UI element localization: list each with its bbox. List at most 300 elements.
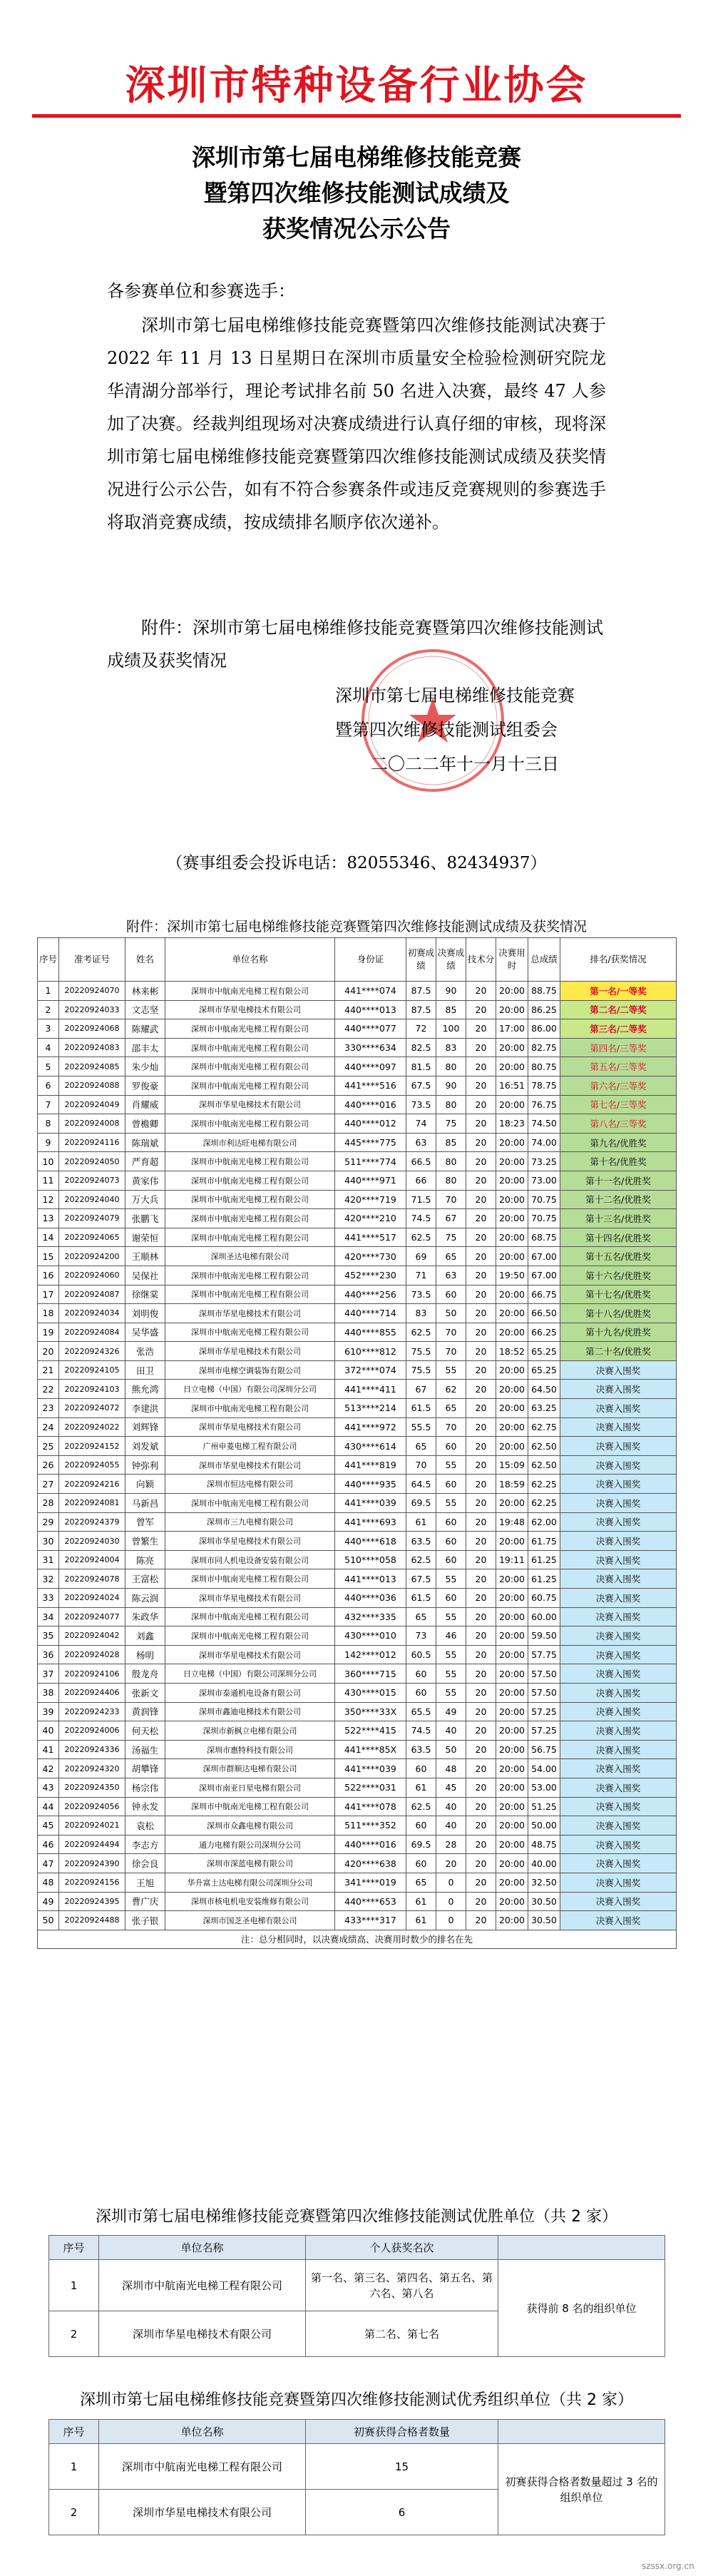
cell-exam-id: 20220924049	[59, 1095, 125, 1114]
cell-prize: 第二名/二等奖	[560, 1000, 677, 1019]
cell: 15	[306, 2444, 498, 2490]
cell-prelim-score: 61	[406, 1512, 436, 1532]
cell-tech-score: 20	[466, 1076, 496, 1095]
cell-prize: 决赛入围奖	[560, 1589, 677, 1608]
cell-prelim-score: 74.5	[406, 1209, 436, 1228]
col-header: 序号	[38, 938, 59, 982]
cell-exam-id: 20220924040	[59, 1190, 125, 1209]
cell-final-time: 20:00	[496, 1057, 528, 1076]
cell-final-time: 20:00	[496, 1532, 528, 1551]
cell-final-time: 20:00	[496, 1797, 528, 1816]
cell-name: 王富松	[125, 1569, 165, 1589]
cell-tech-score: 20	[466, 1702, 496, 1721]
cell-total-score: 70.75	[528, 1190, 560, 1209]
cell-prize: 决赛入围奖	[560, 1475, 677, 1494]
cell-prelim-score: 75.5	[406, 1360, 436, 1380]
cell-prize: 决赛入围奖	[560, 1494, 677, 1513]
cell-total-score: 74.00	[528, 1133, 560, 1152]
cell-prelim-score: 66.5	[406, 1152, 436, 1171]
cell-name: 向颖	[125, 1475, 165, 1494]
col-header: 序号	[49, 2236, 99, 2260]
table-row	[38, 1076, 677, 1095]
cell-name: 杨宗伟	[125, 1778, 165, 1797]
cell-prelim-score: 69.5	[406, 1835, 436, 1854]
cell-id-card: 360****715	[335, 1664, 406, 1684]
col-header: 决赛用时	[496, 938, 528, 982]
cell-unit: 深圳市核电机电安装维修有限公司	[165, 1892, 335, 1911]
cell-seq: 15	[38, 1247, 59, 1266]
cell-seq: 39	[38, 1702, 59, 1721]
table-row	[38, 1626, 677, 1646]
cell-tech-score: 20	[466, 1721, 496, 1741]
cell-prize: 决赛入围奖	[560, 1721, 677, 1741]
cell-tech-score: 20	[466, 1683, 496, 1702]
cell-prize: 第十六名/优胜奖	[560, 1266, 677, 1285]
cell-id-card: 441****039	[335, 1759, 406, 1778]
cell-final-score: 62	[436, 1380, 466, 1399]
cell-prize: 第十名/优胜奖	[560, 1152, 677, 1171]
cell-exam-id: 20220924042	[59, 1626, 125, 1646]
cell-id-card: 513****214	[335, 1399, 406, 1418]
cell-unit: 深圳市华星电梯技术有限公司	[165, 1455, 335, 1475]
cell-exam-id: 20220924024	[59, 1589, 125, 1608]
cell-prize: 决赛入围奖	[560, 1437, 677, 1456]
cell-unit: 深圳市中航南光电梯工程有限公司	[165, 1607, 335, 1626]
cell-exam-id: 20220924084	[59, 1323, 125, 1342]
cell-id-card: 350****33X	[335, 1702, 406, 1721]
cell-seq: 11	[38, 1171, 59, 1190]
cell-seq: 24	[38, 1417, 59, 1437]
cell-final-time: 20:00	[496, 1399, 528, 1418]
complaint-hotline: （赛事组委会投诉电话：82055346、82434937）	[166, 854, 547, 872]
cell-seq: 17	[38, 1285, 59, 1304]
cell-unit: 深圳市华星电梯技术有限公司	[165, 1095, 335, 1114]
cell-exam-id: 20220924060	[59, 1266, 125, 1285]
cell-prelim-score: 69.5	[406, 1494, 436, 1513]
cell-exam-id: 20220924056	[59, 1797, 125, 1816]
col-header: 排名/获奖情况	[560, 938, 677, 982]
cell-id-card: 441****078	[335, 1797, 406, 1816]
cell-final-score: 70	[436, 1417, 466, 1437]
cell-prelim-score: 70	[406, 1455, 436, 1475]
table-row	[38, 1437, 677, 1456]
cell-prelim-score: 71	[406, 1266, 436, 1285]
cell-final-time: 16:51	[496, 1076, 528, 1095]
cell-id-card: 441****074	[335, 982, 406, 1001]
cell-exam-id: 20220924077	[59, 1607, 125, 1626]
cell-unit: 深圳市华星电梯技术有限公司	[165, 1304, 335, 1323]
cell-name: 张浩	[125, 1342, 165, 1361]
results-table	[37, 937, 677, 1949]
cell-id-card: 441****517	[335, 1228, 406, 1247]
cell-final-time: 20:00	[496, 1190, 528, 1209]
col-header: 总成绩	[528, 938, 560, 982]
cell-name: 何天松	[125, 1721, 165, 1741]
cell-seq: 10	[38, 1152, 59, 1171]
cell-total-score: 62.50	[528, 1437, 560, 1456]
cell-tech-score: 20	[466, 1816, 496, 1836]
notice-title-line: 深圳市第七届电梯维修技能竞赛	[192, 143, 521, 171]
cell-seq: 21	[38, 1360, 59, 1380]
cell-name: 陈云润	[125, 1589, 165, 1608]
cell-final-time: 20:00	[496, 1892, 528, 1911]
cell-tech-score: 20	[466, 1664, 496, 1684]
cell-prize: 决赛入围奖	[560, 1702, 677, 1721]
cell: 2	[49, 2311, 99, 2357]
cell-prize: 决赛入围奖	[560, 1645, 677, 1664]
cell-exam-id: 20220924078	[59, 1569, 125, 1589]
cell-tech-score: 20	[466, 1607, 496, 1626]
cell-total-score: 57.25	[528, 1721, 560, 1741]
cell-id-card: 142****012	[335, 1645, 406, 1664]
cell-id-card: 420****638	[335, 1854, 406, 1873]
table-row	[38, 1702, 677, 1721]
cell-name: 钟永发	[125, 1797, 165, 1816]
cell-id-card: 440****971	[335, 1171, 406, 1190]
cell-seq: 35	[38, 1626, 59, 1646]
cell-seq: 13	[38, 1209, 59, 1228]
cell-seq: 38	[38, 1683, 59, 1702]
cell-tech-score: 20	[466, 1190, 496, 1209]
cell-tech-score: 20	[466, 1323, 496, 1342]
cell-prelim-score: 63	[406, 1133, 436, 1152]
cell-tech-score: 20	[466, 1778, 496, 1797]
cell-total-score: 68.75	[528, 1228, 560, 1247]
cell-exam-id: 20220924008	[59, 1114, 125, 1134]
cell-unit: 深圳市新枫立电梯有限公司	[165, 1721, 335, 1741]
cell-unit: 深圳市华星电梯技术有限公司	[165, 1589, 335, 1608]
cell-id-card: 511****352	[335, 1816, 406, 1836]
cell-total-score: 73.00	[528, 1171, 560, 1190]
table-row	[38, 1038, 677, 1057]
table-row	[38, 1095, 677, 1114]
cell-final-score: 40	[436, 1816, 466, 1836]
cell-name: 田卫	[125, 1360, 165, 1380]
cell-prize: 决赛入围奖	[560, 1626, 677, 1646]
cell-unit: 深圳市中航南光电梯工程有限公司	[165, 1399, 335, 1418]
cell-total-score: 86.00	[528, 1019, 560, 1039]
cell-tech-score: 20	[466, 1455, 496, 1475]
cell-tech-score: 20	[466, 1057, 496, 1076]
cell-name: 陈瑞斌	[125, 1133, 165, 1152]
cell-prelim-score: 60	[406, 1816, 436, 1836]
cell-name: 袁松	[125, 1816, 165, 1836]
cell-final-score: 55	[436, 1607, 466, 1626]
cell-tech-score: 20	[466, 1417, 496, 1437]
cell-seq: 18	[38, 1304, 59, 1323]
cell-final-score: 55	[436, 1494, 466, 1513]
cell-final-score: 80	[436, 1152, 466, 1171]
cell-prelim-score: 67	[406, 1380, 436, 1399]
cell-exam-id: 20220924320	[59, 1759, 125, 1778]
cell-id-card: 510****058	[335, 1550, 406, 1569]
cell-total-score: 64.50	[528, 1380, 560, 1399]
cell-final-time: 20:00	[496, 1702, 528, 1721]
cell-final-score: 28	[436, 1835, 466, 1854]
cell-id-card: 440****016	[335, 1835, 406, 1854]
cell-seq: 46	[38, 1835, 59, 1854]
cell-unit: 深圳市中航南光电梯工程有限公司	[165, 1266, 335, 1285]
cell-prize: 第十五名/优胜奖	[560, 1247, 677, 1266]
cell-prelim-score: 63.5	[406, 1532, 436, 1551]
cell-prelim-score: 65	[406, 1873, 436, 1892]
cell-seq: 8	[38, 1114, 59, 1134]
notice-body: 深圳市第七届电梯维修技能竞赛暨第四次维修技能测试决赛于 2022 年 11 月 13 日星期日在深圳市质量安全检验检测研究院龙华清湖分部举行，理论考试排名前 50 名进入决赛，最终 47 人参加了决赛。经裁判组现场对决赛成绩进行认真仔细的审核，现将深圳市第七届电梯维修技能竞赛暨第四次维修技能测试成绩及获奖情况进行公示公告，如有不符合参赛条件或违反竞赛规则的参赛选手将取消竞赛成绩，按成绩排名顺序依次递补。	[107, 315, 606, 532]
cell-prize: 决赛入围奖	[560, 1455, 677, 1475]
cell-prize: 第十四名/优胜奖	[560, 1228, 677, 1247]
cell-unit: 广州申菱电梯工程有限公司	[165, 1437, 335, 1456]
table-row	[38, 1323, 677, 1342]
cell-total-score: 82.75	[528, 1038, 560, 1057]
cell-prize: 决赛入围奖	[560, 1740, 677, 1759]
cell-final-score: 46	[436, 1626, 466, 1646]
table-row	[38, 1228, 677, 1247]
criterion-cell: 获得前 8 名的组织单位	[498, 2260, 665, 2357]
cell-total-score: 53.00	[528, 1778, 560, 1797]
cell-id-card: 330****634	[335, 1038, 406, 1057]
cell-prelim-score: 65	[406, 1607, 436, 1626]
cell: 深圳市华星电梯技术有限公司	[99, 2490, 306, 2535]
cell-final-score: 0	[436, 1892, 466, 1911]
cell-final-score: 90	[436, 982, 466, 1001]
table-row	[38, 1494, 677, 1513]
table-row	[38, 1664, 677, 1684]
cell-prize: 第十七名/优胜奖	[560, 1285, 677, 1304]
cell-final-score: 85	[436, 1133, 466, 1152]
cell-prize: 决赛入围奖	[560, 1417, 677, 1437]
cell-prize: 第九名/优胜奖	[560, 1133, 677, 1152]
cell-seq: 27	[38, 1475, 59, 1494]
cell-name: 黄家伟	[125, 1171, 165, 1190]
cell-seq: 25	[38, 1437, 59, 1456]
cell-final-time: 20:00	[496, 1323, 528, 1342]
cell-tech-score: 20	[466, 1759, 496, 1778]
cell-unit: 深圳市中航南光电梯工程有限公司	[165, 1228, 335, 1247]
notice-title	[0, 140, 713, 247]
cell-prize: 决赛入围奖	[560, 1569, 677, 1589]
cell-prize: 决赛入围奖	[560, 1911, 677, 1930]
cell-prize: 第十一名/优胜奖	[560, 1171, 677, 1190]
cell-id-card: 420****730	[335, 1247, 406, 1266]
cell-tech-score: 20	[466, 1247, 496, 1266]
results-caption: 附件：深圳市第七届电梯维修技能竞赛暨第四次维修技能测试成绩及获奖情况	[125, 919, 587, 935]
cell-final-time: 20:00	[496, 1607, 528, 1626]
cell-prelim-score: 61.5	[406, 1399, 436, 1418]
cell-tech-score: 20	[466, 1019, 496, 1039]
cell-unit: 深圳市众鑫电梯有限公司	[165, 1816, 335, 1836]
cell-name: 陈亮	[125, 1550, 165, 1569]
cell-id-card: 430****010	[335, 1626, 406, 1646]
cell-prize: 第一名/一等奖	[560, 982, 677, 1001]
results-body	[38, 982, 677, 1930]
cell-id-card: 440****013	[335, 1000, 406, 1019]
cell-seq: 42	[38, 1759, 59, 1778]
cell-final-time: 20:00	[496, 1304, 528, 1323]
cell-unit: 深圳市华星电梯技术有限公司	[165, 1000, 335, 1019]
cell-prize: 决赛入围奖	[560, 1759, 677, 1778]
cell-exam-id: 20220924116	[59, 1133, 125, 1152]
cell-final-time: 20:00	[496, 982, 528, 1001]
cell-prize: 第七名/三等奖	[560, 1095, 677, 1114]
cell-exam-id: 20220924030	[59, 1532, 125, 1551]
cell-prelim-score: 83	[406, 1304, 436, 1323]
cell-name: 吴保社	[125, 1266, 165, 1285]
cell-tech-score: 20	[466, 1399, 496, 1418]
cell-name: 徐会良	[125, 1854, 165, 1873]
table-row	[38, 1266, 677, 1285]
cell-id-card: 441****85X	[335, 1740, 406, 1759]
cell-total-score: 65.25	[528, 1342, 560, 1361]
cell-id-card: 441****693	[335, 1512, 406, 1532]
cell-final-score: 70	[436, 1323, 466, 1342]
col-header: 单位名称	[99, 2420, 306, 2444]
cell-final-time: 20:00	[496, 1683, 528, 1702]
cell-name: 马新昌	[125, 1494, 165, 1513]
cell-final-score: 55	[436, 1360, 466, 1380]
col-header: 技术分	[466, 938, 496, 982]
cell-exam-id: 20220924105	[59, 1360, 125, 1380]
cell-tech-score: 20	[466, 1380, 496, 1399]
table-row	[38, 1721, 677, 1741]
cell-prelim-score: 87.5	[406, 982, 436, 1001]
cell-exam-id: 20220924106	[59, 1664, 125, 1684]
cell-prelim-score: 75.5	[406, 1342, 436, 1361]
cell-prize: 决赛入围奖	[560, 1512, 677, 1532]
cell-name: 熊允鸿	[125, 1380, 165, 1399]
table-row	[38, 1892, 677, 1911]
cell-exam-id: 20220924350	[59, 1778, 125, 1797]
cell-final-time: 20:00	[496, 1152, 528, 1171]
cell-tech-score: 20	[466, 1000, 496, 1019]
cell-exam-id: 20220924152	[59, 1437, 125, 1456]
cell-name: 王旭	[125, 1873, 165, 1892]
cell-seq: 34	[38, 1607, 59, 1626]
cell-exam-id: 20220924050	[59, 1152, 125, 1171]
cell-prelim-score: 67.5	[406, 1569, 436, 1589]
cell-total-score: 67.00	[528, 1247, 560, 1266]
cell-final-time: 20:00	[496, 1038, 528, 1057]
table-row	[38, 1455, 677, 1475]
cell-final-time: 20:00	[496, 1740, 528, 1759]
cell-seq: 2	[38, 1000, 59, 1019]
cell-final-score: 67	[436, 1209, 466, 1228]
cell-seq: 44	[38, 1797, 59, 1816]
cell-seq: 28	[38, 1494, 59, 1513]
cell-name: 徐继棠	[125, 1285, 165, 1304]
cell-id-card: 440****256	[335, 1285, 406, 1304]
cell-total-score: 63.25	[528, 1399, 560, 1418]
cell-seq: 47	[38, 1854, 59, 1873]
cell-final-score: 50	[436, 1740, 466, 1759]
cell-tech-score: 20	[466, 1569, 496, 1589]
cell-tech-score: 20	[466, 1133, 496, 1152]
cell: 6	[306, 2490, 498, 2535]
cell-exam-id: 20220924390	[59, 1854, 125, 1873]
cell-prize: 第二十名/优胜奖	[560, 1342, 677, 1361]
cell-id-card: 420****210	[335, 1209, 406, 1228]
cell-id-card: 440****097	[335, 1057, 406, 1076]
cell-id-card: 440****036	[335, 1589, 406, 1608]
cell-final-time: 15:09	[496, 1455, 528, 1475]
cell-unit: 深圳市群顺达电梯有限公司	[165, 1759, 335, 1778]
cell-final-time: 20:00	[496, 1854, 528, 1873]
cell-final-score: 63	[436, 1266, 466, 1285]
cell-prelim-score: 73	[406, 1626, 436, 1646]
table-row	[38, 1683, 677, 1702]
cell-final-score: 75	[436, 1228, 466, 1247]
cell-unit: 深圳市恒达电梯有限公司	[165, 1475, 335, 1494]
cell-id-card: 441****039	[335, 1494, 406, 1513]
cell-name: 刘发斌	[125, 1437, 165, 1456]
table-row	[38, 1759, 677, 1778]
cell-unit: 深圳市同人机电设备安装有限公司	[165, 1550, 335, 1569]
table-row	[38, 1797, 677, 1816]
cell-seq: 20	[38, 1342, 59, 1361]
cell-unit: 深圳市中航南光电梯工程有限公司	[165, 1285, 335, 1304]
cell-tech-score: 20	[466, 1512, 496, 1532]
cell-tech-score: 20	[466, 1626, 496, 1646]
cell-unit: 深圳市华星电梯技术有限公司	[165, 1532, 335, 1551]
header-divider	[32, 114, 681, 118]
table-row	[38, 1816, 677, 1836]
cell-id-card: 440****016	[335, 1095, 406, 1114]
cell-tech-score: 20	[466, 982, 496, 1001]
cell-tech-score: 20	[466, 1437, 496, 1456]
table-row	[38, 1589, 677, 1608]
cell-id-card: 445****775	[335, 1133, 406, 1152]
cell-prelim-score: 65.5	[406, 1702, 436, 1721]
cell-final-time: 20:00	[496, 1873, 528, 1892]
cell-prelim-score: 87.5	[406, 1000, 436, 1019]
table-row	[38, 1399, 677, 1418]
cell-unit: 深圳市中航南光电梯工程有限公司	[165, 1494, 335, 1513]
cell-total-score: 66.25	[528, 1323, 560, 1342]
table-row	[38, 1133, 677, 1152]
cell-exam-id: 20220924004	[59, 1550, 125, 1569]
cell-unit: 深圳市中航南光电梯工程有限公司	[165, 1076, 335, 1095]
cell-final-time: 20:00	[496, 1645, 528, 1664]
cell-name: 胡攀锋	[125, 1759, 165, 1778]
cell-id-card: 433****317	[335, 1911, 406, 1930]
table-row	[38, 1380, 677, 1399]
cell-name: 刘辉锋	[125, 1417, 165, 1437]
signature-date: 二〇二二年十一月十三日	[371, 754, 559, 774]
cell-prize: 决赛入围奖	[560, 1550, 677, 1569]
cell-tech-score: 20	[466, 1038, 496, 1057]
cell-final-score: 55	[436, 1683, 466, 1702]
cell-total-score: 62.25	[528, 1475, 560, 1494]
cell-prelim-score: 60	[406, 1759, 436, 1778]
cell-final-time: 20:00	[496, 1816, 528, 1836]
cell-prelim-score: 62.5	[406, 1797, 436, 1816]
cell-id-card: 430****015	[335, 1683, 406, 1702]
cell-exam-id: 20220924326	[59, 1342, 125, 1361]
cell-prize: 第六名/三等奖	[560, 1076, 677, 1095]
cell-exam-id: 20220924022	[59, 1417, 125, 1437]
cell-tech-score: 20	[466, 1494, 496, 1513]
table-row	[38, 1873, 677, 1892]
excellent-units-header	[49, 2236, 665, 2260]
cell-total-score: 54.00	[528, 1759, 560, 1778]
cell-total-score: 57.75	[528, 1645, 560, 1664]
cell-name: 曾军	[125, 1512, 165, 1532]
cell-total-score: 61.25	[528, 1550, 560, 1569]
cell-final-time: 20:00	[496, 1494, 528, 1513]
cell-total-score: 30.50	[528, 1911, 560, 1930]
cell-final-time: 19:50	[496, 1266, 528, 1285]
cell-final-score: 65	[436, 1247, 466, 1266]
cell-prelim-score: 65	[406, 1437, 436, 1456]
